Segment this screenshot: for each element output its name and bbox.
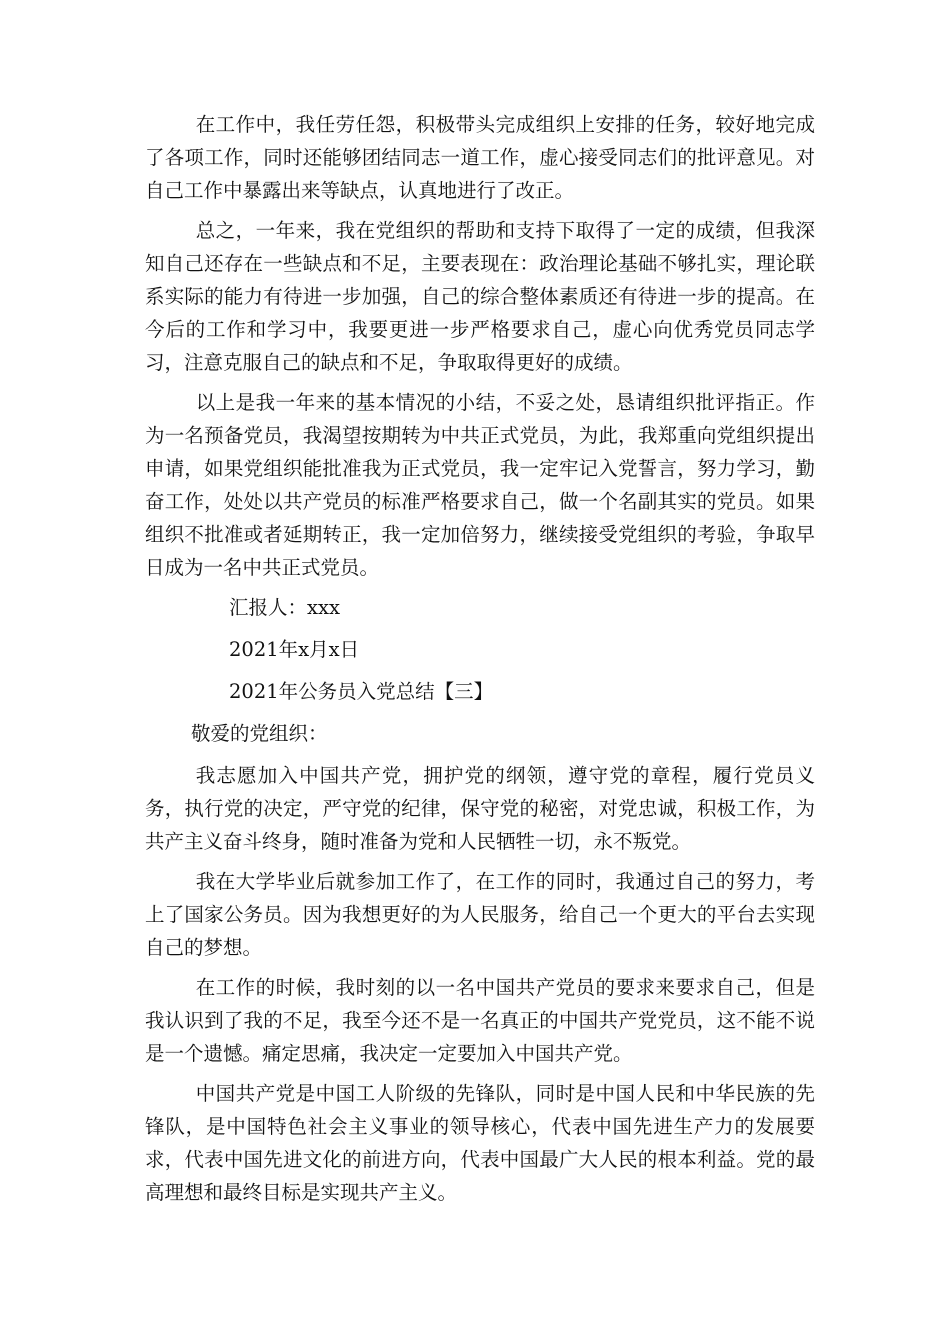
report-date: 2021年x月x日 xyxy=(229,638,360,661)
paragraph-summary-shortcomings: 总之，一年来，我在党组织的帮助和支持下取得了一定的成绩，但我深知自己还存在一些缺点和不足，主要表现在：政治理论基础不够扎实，理论联系实际的能力有待进一步加强，自己的综合整体素质还有待进一步的提高。在今后的工作和学习中，我要更进一步严格要求自己，虚心向优秀党员同志学习，注意克服自己的缺点和不足，争取取得更好的成绩。 xyxy=(145,219,815,374)
reporter-signature: 汇报人：xxx xyxy=(229,596,340,619)
section-title: 2021年公务员入党总结【三】 xyxy=(229,680,494,703)
salutation: 敬爱的党组织： xyxy=(191,722,328,745)
paragraph-application-request: 以上是我一年来的基本情况的小结，不妥之处，恳请组织批评指正。作为一名预备党员，我渴望按期转为中共正式党员，为此，我郑重向党组织提出申请，如果党组织能批准我为正式党员，我一定牢记入党誓言，努力学习，勤奋工作，处处以共产党员的标准严格要求自己，做一个名副其实的党员。如果组织不批准或者延期转正，我一定加倍努力，继续接受党组织的考验，争取早日成为一名中共正式党员。 xyxy=(145,391,815,579)
paragraph-civil-servant: 我在大学毕业后就参加工作了，在工作的同时，我通过自己的努力，考上了国家公务员。因为我想更好的为人民服务，给自己一个更大的平台去实现自己的梦想。 xyxy=(145,870,815,959)
paragraph-work-attitude: 在工作中，我任劳任怨，积极带头完成组织上安排的任务，较好地完成了各项工作，同时还能够团结同志一道工作，虚心接受同志们的批评意见。对自己工作中暴露出来等缺点，认真地进行了改正。 xyxy=(145,113,815,202)
paragraph-self-reflection: 在工作的时候，我时刻的以一名中国共产党员的要求来要求自己，但是我认识到了我的不足，我至今还不是一名真正的中国共产党党员，这不能不说是一个遗憾。痛定思痛，我决定一定要加入中国共产党。 xyxy=(145,976,815,1065)
paragraph-volunteer-oath: 我志愿加入中国共产党，拥护党的纲领，遵守党的章程，履行党员义务，执行党的决定，严守党的纪律，保守党的秘密，对党忠诚，积极工作，为共产主义奋斗终身，随时准备为党和人民牺牲一切，永不叛党。 xyxy=(145,764,815,853)
paragraph-party-nature: 中国共产党是中国工人阶级的先锋队，同时是中国人民和中华民族的先锋队，是中国特色社会主义事业的领导核心，代表中国先进生产力的发展要求，代表中国先进文化的前进方向，代表中国最广大人民的根本利益。党的最高理想和最终目标是实现共产主义。 xyxy=(145,1082,815,1204)
document-body xyxy=(145,108,815,1216)
